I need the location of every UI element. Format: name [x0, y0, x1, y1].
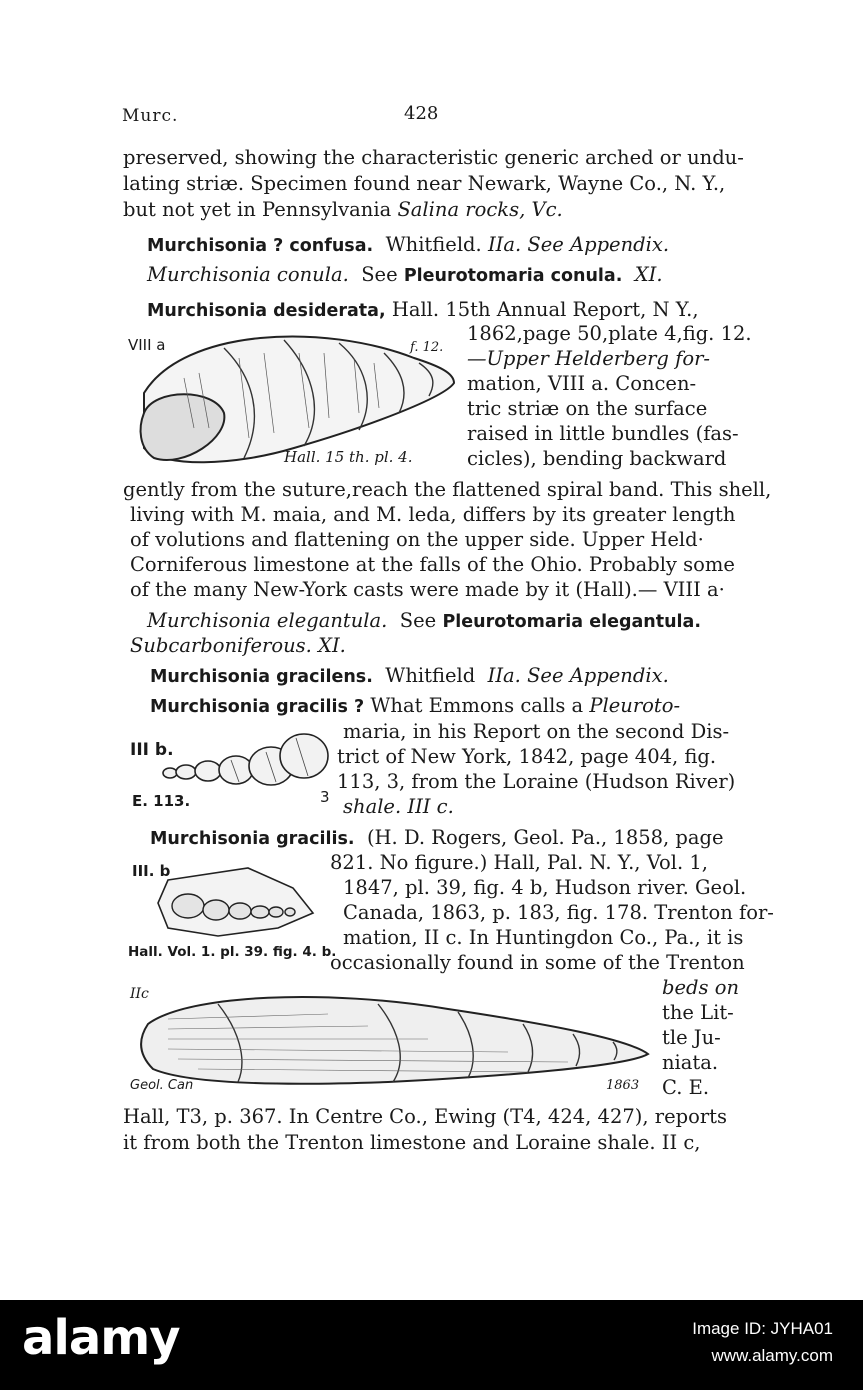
entry-confusa: Murchisonia ? confusa. Whitfield. IIa. See Appendix.: [147, 233, 670, 256]
watermark-image-id: Image ID: JYHA01: [692, 1319, 833, 1338]
watermark-url: www.alamy.com: [711, 1346, 833, 1365]
figure-gracilis-hall: [128, 858, 343, 970]
text-line: 113, 3, from the Loraine (Hudson River): [337, 770, 736, 793]
text-line: but not yet in Pennsylvania Salina rocks, Vc.: [123, 198, 563, 221]
text-line: Hall, T3, p. 367. In Centre Co., Ewing (T4, 424, 427), reports: [123, 1105, 728, 1128]
text-line: living with M. maia, and M. leda, differs by its greater length: [130, 503, 736, 526]
text-line: niata.: [662, 1051, 719, 1074]
text-line: Canada, 1863, p. 183, fig. 178. Trenton for-: [343, 901, 774, 924]
page-number: 428: [404, 103, 439, 124]
text-line: beds on: [662, 976, 740, 999]
figure-label: f. 12.: [410, 340, 444, 355]
entry-gracilens: Murchisonia gracilens. Whitfield IIa. See Appendix.: [150, 664, 669, 687]
figure-label: Geol. Can: [130, 1078, 194, 1093]
entry-gracilis: Murchisonia gracilis. (H. D. Rogers, Geol. Pa., 1858, page: [150, 826, 724, 849]
entry-conula: Murchisonia conula. See Pleurotomaria conula. XI.: [147, 263, 663, 286]
entry-elegantula: Murchisonia elegantula. See Pleurotomaria elegantula.: [147, 609, 702, 632]
text-line: tric striæ on the surface: [467, 397, 708, 420]
figure-gracilis-emmons: [126, 728, 338, 814]
figure-label: III. b: [132, 862, 171, 880]
text-line: cicles), bending backward: [467, 447, 727, 470]
figure-label: IIc: [130, 986, 149, 1002]
text-line: Corniferous limestone at the falls of the Ohio. Probably some: [130, 553, 735, 576]
watermark-logo: alamy: [22, 1310, 180, 1366]
figure-label: 3: [320, 788, 330, 806]
text-line: 1862,page 50,plate 4,fig. 12.: [467, 322, 752, 345]
text-line: shale. III c.: [343, 795, 454, 818]
entry-desiderata: Murchisonia desiderata, Hall. 15th Annual Report, N Y.,: [147, 298, 699, 321]
text-line: trict of New York, 1842, page 404, fig.: [337, 745, 717, 768]
text-line: maria, in his Report on the second Dis-: [343, 720, 730, 743]
entry-gracilis-query: Murchisonia gracilis ? What Emmons calls a Pleuroto-: [150, 694, 681, 717]
text-line: gently from the suture,reach the flattened spiral band. This shell,: [123, 478, 772, 501]
text-line: 821. No figure.) Hall, Pal. N. Y., Vol. 1,: [330, 851, 708, 874]
text-line: tle Ju-: [662, 1026, 721, 1049]
shell-illustration: [128, 984, 660, 1096]
text-line: 1847, pl. 39, fig. 4 b, Hudson river. Geol.: [343, 876, 747, 899]
figure-label: 1863: [606, 1078, 640, 1093]
text-line: lating striæ. Specimen found near Newark, Wayne Co., N. Y.,: [123, 172, 726, 195]
figure-gracilis-geol-can: [128, 984, 660, 1096]
figure-desiderata-shell: [124, 318, 469, 476]
running-header: Murc.: [122, 106, 179, 126]
figure-label: VIII a: [128, 336, 166, 354]
text-line: of the many New-York casts were made by it (Hall).— VIII a·: [130, 578, 725, 601]
figure-caption: Hall. Vol. 1. pl. 39. fig. 4. b.: [128, 944, 337, 960]
text-line: mation, II c. In Huntingdon Co., Pa., it is: [343, 926, 744, 949]
text-line: the Lit-: [662, 1001, 734, 1024]
figure-label: E. 113.: [132, 792, 191, 810]
text-line: C. E.: [662, 1076, 710, 1099]
text-line: occasionally found in some of the Trenton: [330, 951, 745, 974]
text-line: mation, VIII a. Concen-: [467, 372, 697, 395]
text-line: —Upper Helderberg for-: [467, 347, 710, 370]
figure-label: III b.: [130, 740, 174, 760]
text-line: it from both the Trenton limestone and Loraine shale. II c,: [123, 1131, 701, 1154]
text-line: preserved, showing the characteristic generic arched or undu-: [123, 146, 744, 169]
figure-caption: Hall. 15 th. pl. 4.: [284, 448, 413, 466]
text-line: Subcarboniferous. XI.: [130, 634, 346, 657]
text-line: of volutions and flattening on the upper side. Upper Held·: [130, 528, 704, 551]
text-line: raised in little bundles (fas-: [467, 422, 739, 445]
